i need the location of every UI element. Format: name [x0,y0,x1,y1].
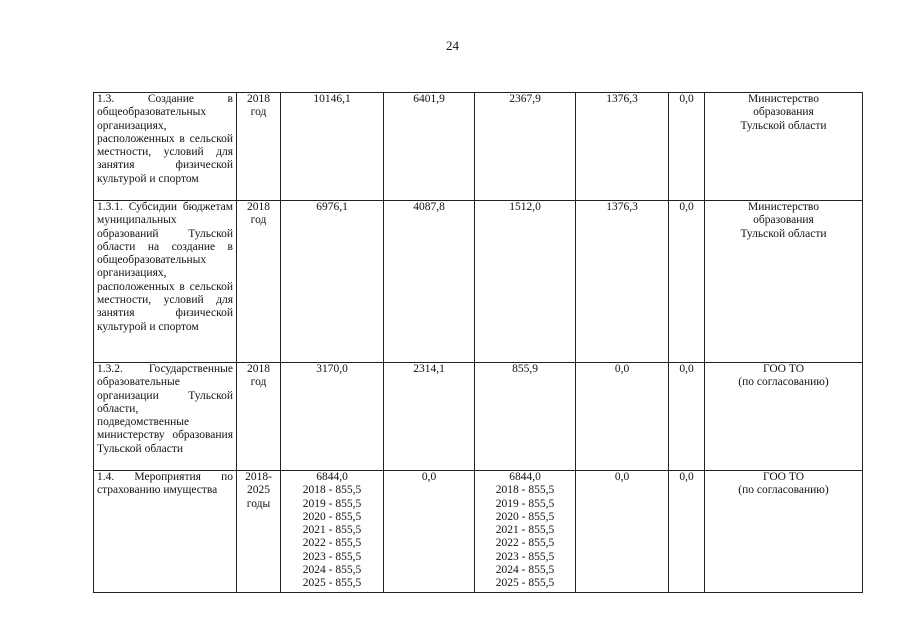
cell-line: Министерство [748,201,819,213]
cell-line: 2022 - 855,5 [495,537,555,550]
federal-cell [384,201,475,363]
cell-line: 2018 [247,363,270,375]
total-cell [281,201,384,363]
local-budget-cell: 1376,3 [576,201,669,363]
activity-name-cell: 1.3. Создание в общеобразовательных организациях, расположенных в сельской местности, условий для занятия физической культурой и спортом [94,93,237,201]
cell-line: образования [753,106,814,119]
total-cell [281,93,384,201]
federal-cell [384,93,475,201]
period-cell [237,471,281,593]
cell-line: 2021 - 855,5 [302,524,362,537]
cell-line: 2023 - 855,5 [302,550,362,563]
cell-line: 2018 - 855,5 [302,484,362,497]
regional-cell [475,363,576,471]
local-budget-cell: 1376,3 [576,93,669,201]
cell-line: 855,9 [512,363,538,375]
cell-line: 2025 - 855,5 [302,577,362,590]
regional-cell [475,201,576,363]
cell-line: 10146,1 [313,93,351,105]
local-budget-cell: 0,0 [576,471,669,593]
cell-line: год [250,376,267,389]
cell-line: год [250,106,267,119]
executor-cell [705,93,863,201]
cell-line: 0,0 [421,471,437,483]
executor-cell [705,363,863,471]
other-sources-cell: 0,0 [669,363,705,471]
federal-cell [384,363,475,471]
page-number: 24 [446,38,459,53]
period-cell [237,363,281,471]
cell-line: 2314,1 [413,363,445,375]
cell-line: ГОО ТО [762,471,805,483]
period-cell [237,93,281,201]
activity-name-cell: 1.3.1. Субсидии бюджетам муниципальных образований Тульской области на создание в общеобразовательных организациях, расположенных в сельской местности, условий для занятия физической культурой и спортом [94,201,237,363]
cell-line: год [250,214,267,227]
cell-line: 2018 - 855,5 [495,484,555,497]
table-row [94,201,863,363]
other-sources-cell: 0,0 [669,93,705,201]
cell-line: 2024 - 855,5 [495,564,555,577]
other-sources-cell: 0,0 [669,201,705,363]
cell-line: 2019 - 855,5 [302,497,362,510]
executor-cell [705,471,863,593]
activity-name-cell: 1.4. Мероприятия по страхованию имущества [94,471,237,593]
cell-line: 3170,0 [316,363,348,375]
cell-line: 2018- [245,471,272,483]
cell-line: 2022 - 855,5 [302,537,362,550]
cell-line: 2024 - 855,5 [302,564,362,577]
cell-line: Министерство [748,93,819,105]
activity-name-cell: 1.3.2. Государственные образовательные организации Тульской области, подведомственные министерству образования Тульской области [94,363,237,471]
cell-line: 2018 [247,201,270,213]
cell-line: (по согласованию) [738,376,829,389]
table-row [94,471,863,593]
cell-line: 2019 - 855,5 [495,497,555,510]
cell-line: 2020 - 855,5 [495,510,555,523]
cell-line: годы [246,497,271,510]
cell-line: 2023 - 855,5 [495,550,555,563]
local-budget-cell: 0,0 [576,363,669,471]
cell-line: 6976,1 [316,201,348,213]
table-row [94,363,863,471]
cell-line: Тульской области [740,119,827,132]
cell-line: 2018 [247,93,270,105]
cell-line: 2367,9 [509,93,541,105]
cell-line: 2021 - 855,5 [495,524,555,537]
cell-line: 2025 - 855,5 [495,577,555,590]
total-cell [281,363,384,471]
cell-line: 2025 [247,484,270,497]
executor-cell [705,201,863,363]
regional-cell [475,471,576,593]
cell-line: 1512,0 [509,201,541,213]
cell-line: 6844,0 [509,471,541,483]
cell-line: образования [753,214,814,227]
cell-line: ГОО ТО [762,363,805,375]
cell-line: Тульской области [740,227,827,240]
table-row [94,93,863,201]
other-sources-cell: 0,0 [669,471,705,593]
cell-line: 4087,8 [413,201,445,213]
period-cell [237,201,281,363]
cell-line: 6401,9 [413,93,445,105]
cell-line: 6844,0 [316,471,348,483]
regional-cell [475,93,576,201]
budget-table [93,92,863,593]
federal-cell [384,471,475,593]
cell-line: (по согласованию) [738,484,829,497]
cell-line: 2020 - 855,5 [302,510,362,523]
total-cell [281,471,384,593]
